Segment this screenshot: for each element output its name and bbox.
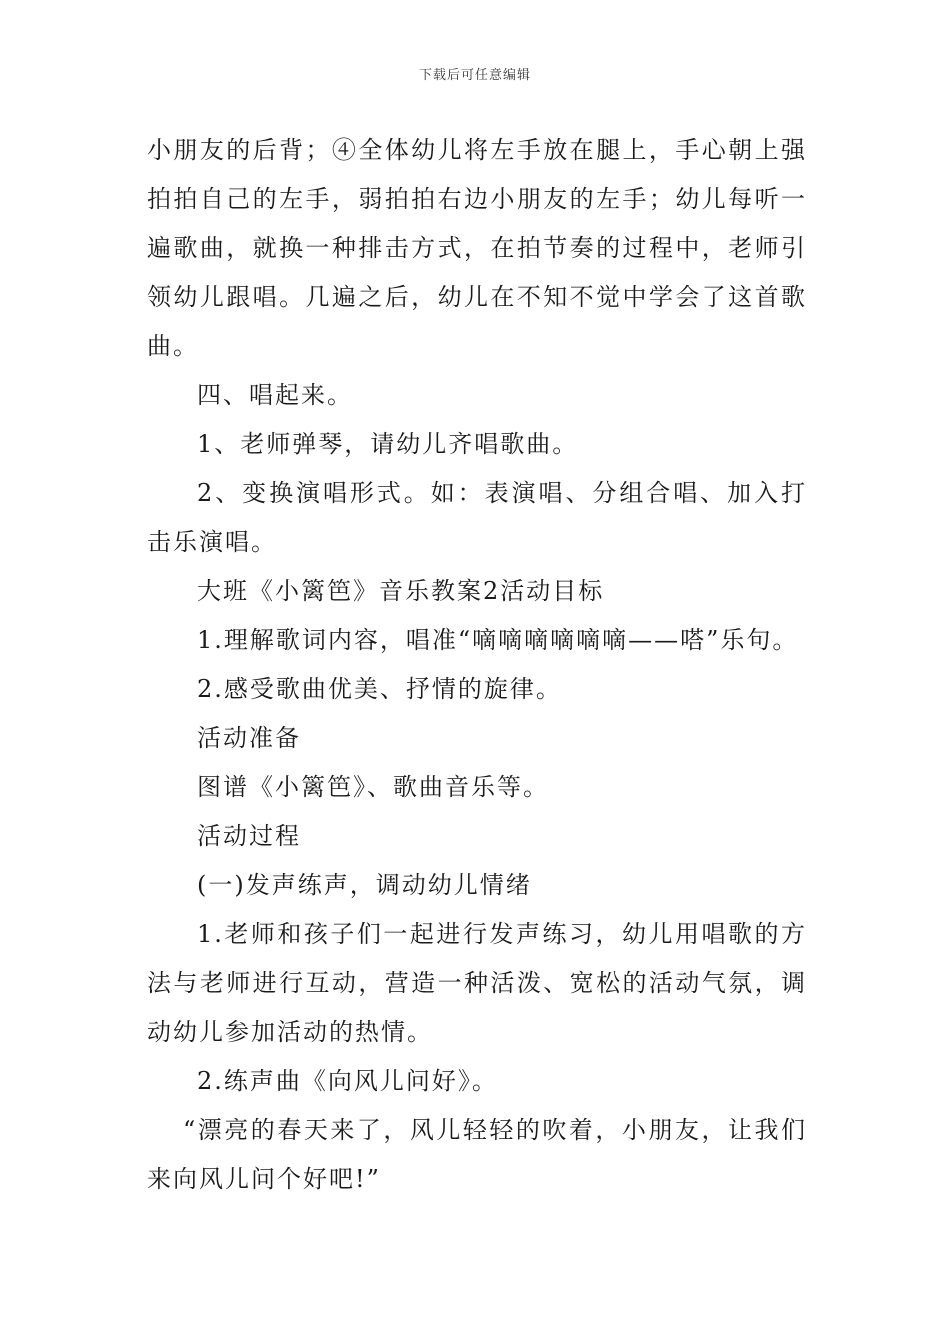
lesson-title-goals: 大班《小篱笆》音乐教案2活动目标	[197, 577, 605, 605]
process-item-1: 1.老师和孩子们一起进行发声练习，幼儿用唱歌的方法与老师进行互动，营造一种活泼、宽松的活动气氛，调动幼儿参加活动的热情。	[147, 920, 807, 1046]
process-step-1-heading: (一)发声练声，调动幼儿情绪	[197, 871, 532, 899]
section-heading-preparation: 活动准备	[197, 724, 301, 752]
section-heading-sing: 四、唱起来。	[197, 381, 353, 409]
header-note: 下载后可任意编辑	[418, 68, 531, 83]
list-item-teacher-plays: 1、老师弹琴，请幼儿齐唱歌曲。	[197, 430, 579, 458]
goal-item-1: 1.理解歌词内容，唱准“嘀嘀嘀嘀嘀嘀——嗒”乐句。	[197, 626, 799, 654]
quote-paragraph: “漂亮的春天来了，风儿轻轻的吹着，小朋友，让我们来向风儿问个好吧!”	[147, 1116, 807, 1193]
list-item-change-forms: 2、变换演唱形式。如：表演唱、分组合唱、加入打击乐演唱。	[147, 479, 807, 556]
goal-item-2: 2.感受歌曲优美、抒情的旋律。	[197, 675, 562, 703]
document-body	[147, 126, 807, 1204]
paragraph-clapping-methods: 小朋友的后背；④全体幼儿将左手放在腿上，手心朝上强拍拍自己的左手，弱拍拍右边小朋友的左手；幼儿每听一遍歌曲，就换一种排击方式，在拍节奏的过程中，老师引领幼儿跟唱。几遍之后，幼儿在不知不觉中学会了这首歌曲。	[147, 136, 807, 360]
preparation-text: 图谱《小篱笆》、歌曲音乐等。	[197, 773, 549, 801]
process-item-2: 2.练声曲《向风儿问好》。	[197, 1067, 498, 1095]
section-heading-process: 活动过程	[197, 822, 301, 850]
